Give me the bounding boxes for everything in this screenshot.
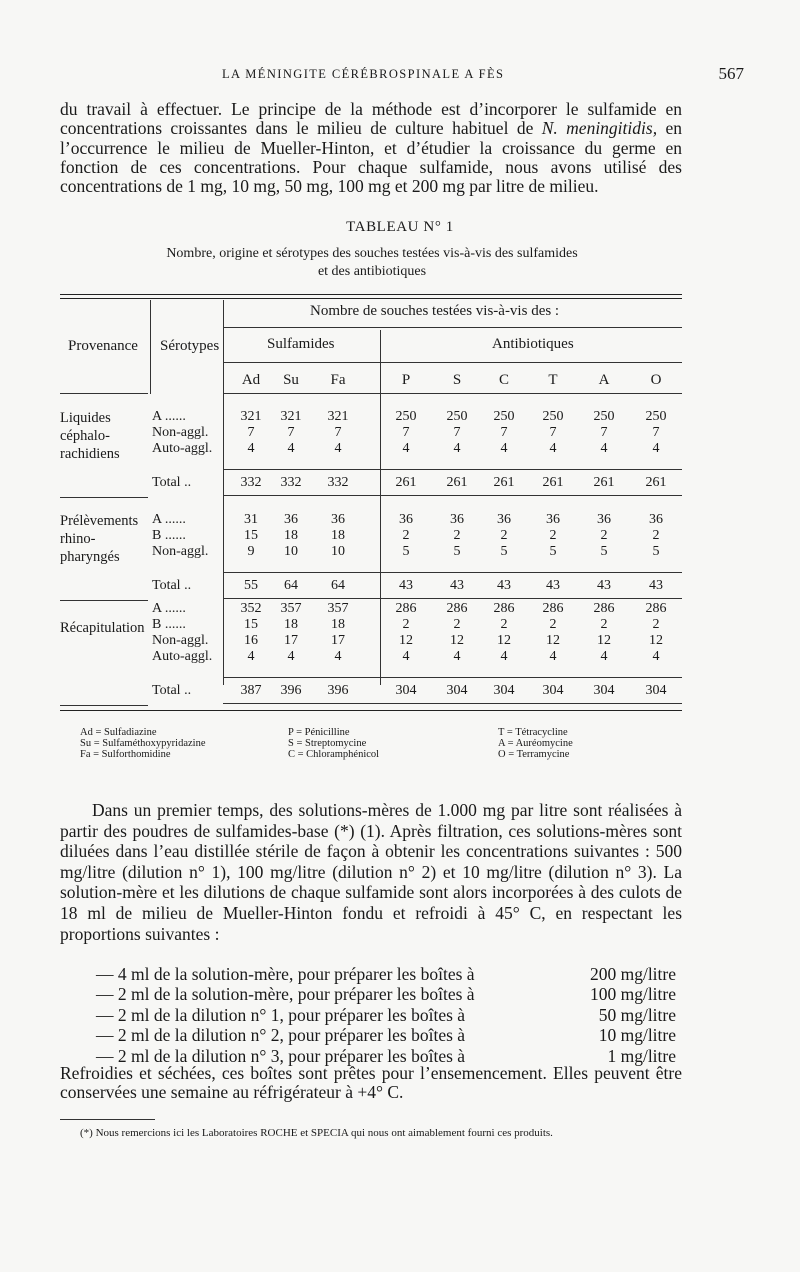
table-cell: 304 <box>395 683 417 698</box>
conclusion-paragraph: Refroidies et séchées, ces boîtes sont prêtes pour l’ensemencement. Elles peuvent être conservées une semaine au réfrigérateur à +4° C. <box>60 1063 682 1103</box>
table-cell: 4 <box>600 441 608 456</box>
rule <box>223 598 682 599</box>
total-label: Total .. <box>152 475 192 490</box>
column-header: T <box>548 372 558 388</box>
table-cell: 2 <box>402 528 410 543</box>
table-row <box>60 649 682 667</box>
serotype-label: A ...... <box>152 512 186 527</box>
dilution-text: — 2 ml de la dilution n° 1, pour préparer les boîtes à <box>96 1004 466 1025</box>
legend-entry: P = Pénicilline <box>288 727 350 738</box>
table-cell: 4 <box>500 441 508 456</box>
table-cell: 7 <box>549 425 557 440</box>
rule <box>223 495 682 496</box>
table-cell: 18 <box>331 528 345 543</box>
column-header: Ad <box>241 372 261 388</box>
methods-text: Dans un premier temps, des solutions-mères de 1.000 mg par litre sont réalisées à partir des poudres de sulfamides-base (*) (1). Après filtration, ces solutions-mères sont diluées dans l’eau distillée stérile de façon à obtenir les concentrations suivantes : 500 mg/litre (dilution n° 1), 100 mg/litre (dilution n° 2) et 10 mg/litre (dilution n° 3). La solution-mère et les dilutions de chaque sulfamide sont alors incorporées à des culots de 18 ml de milieu de Mueller-Hinton fondu et refroidi à 45° C, en respectant les proportions suivantes : <box>60 800 682 944</box>
table-cell: 261 <box>645 475 667 490</box>
serotype-label: Auto-aggl. <box>152 441 213 456</box>
dilution-item <box>96 964 676 984</box>
legend-entry: O = Terramycine <box>498 749 570 760</box>
serotype-label: B ...... <box>152 528 186 543</box>
table-cell: 5 <box>652 544 660 559</box>
table-cell: 12 <box>497 633 511 648</box>
dilution-item <box>96 1025 676 1045</box>
table-cell: 7 <box>247 425 255 440</box>
table-cell: 286 <box>542 601 564 616</box>
dilution-value: 200 mg/litre <box>589 964 676 984</box>
rule <box>223 677 682 678</box>
column-header: O <box>650 372 662 388</box>
table-cell: 5 <box>402 544 410 559</box>
rule <box>223 572 682 573</box>
intro-paragraph <box>60 100 682 196</box>
table-cell: 43 <box>450 578 464 593</box>
dilution-text: — 4 ml de la solution-mère, pour préparer les boîtes à <box>96 964 475 984</box>
serotype-label: Non-aggl. <box>152 633 209 648</box>
table-cell: 321 <box>327 409 349 424</box>
legend-col-sulfamides <box>80 727 205 760</box>
column-header: C <box>498 372 509 388</box>
table-cell: 304 <box>645 683 667 698</box>
legend-entry: S = Streptomycine <box>288 738 367 749</box>
table-cell: 2 <box>549 617 557 632</box>
table-cell: 250 <box>593 409 615 424</box>
intro-species-name: N. meningitidis, <box>541 118 658 139</box>
table-cell: 12 <box>399 633 413 648</box>
table-cell: 5 <box>549 544 557 559</box>
table-cell: 4 <box>402 441 410 456</box>
table-cell: 7 <box>334 425 342 440</box>
table-cell: 7 <box>500 425 508 440</box>
rule <box>60 393 148 394</box>
intro-text-2: en l’occurrence le milieu de Mueller-Hinton, et d’étudier la croissance du germe en fonction de ces concentrations. Pour chaque sulfamide, nous avons utilisé des concentrations de 1 mg, 10 mg, 50 mg, 100 mg et 200 mg par litre de milieu. <box>60 118 682 197</box>
table-cell: 4 <box>500 649 508 664</box>
serotype-label: Auto-aggl. <box>152 649 213 664</box>
table-cell: 12 <box>597 633 611 648</box>
table-cell: 31 <box>244 512 258 527</box>
legend-entry: A = Auréomycine <box>498 738 573 749</box>
legend-col-antibiotiques-2 <box>498 727 573 760</box>
table-cell: 304 <box>493 683 515 698</box>
table-top-rule <box>60 294 682 295</box>
rule <box>223 703 682 704</box>
table-cell: 352 <box>240 601 262 616</box>
table-cell: 2 <box>402 617 410 632</box>
running-title: LA MÉNINGITE CÉRÉBROSPINALE A FÈS <box>222 67 505 81</box>
table-cell: 2 <box>549 528 557 543</box>
provenance-line: pharyngés <box>60 549 120 565</box>
dilution-text: — 2 ml de la dilution n° 2, pour préparer les boîtes à <box>96 1025 466 1046</box>
table-top-rule-2 <box>60 298 682 299</box>
table-cell: 4 <box>549 441 557 456</box>
table-title: TABLEAU N° 1 <box>346 219 454 235</box>
legend-entry: Ad = Sulfadiazine <box>80 727 157 738</box>
table-cell: 2 <box>600 617 608 632</box>
table-cell: 321 <box>240 409 262 424</box>
col-heading-serotypes: Sérotypes <box>160 338 220 354</box>
dilution-value: 1 mg/litre <box>607 1045 676 1066</box>
column-header: Fa <box>330 372 346 388</box>
provenance-line: Récapitulation <box>60 620 145 636</box>
table-cell: 17 <box>331 633 345 648</box>
col-heading-antibiotiques: Antibiotiques <box>492 336 574 352</box>
serotype-label: B ...... <box>152 617 186 632</box>
col-heading-provenance: Provenance <box>68 338 138 354</box>
table-cell: 36 <box>284 512 298 527</box>
table-row <box>60 578 682 596</box>
table-cell: 4 <box>287 441 295 456</box>
table-cell: 36 <box>497 512 511 527</box>
table-cell: 4 <box>652 649 660 664</box>
serotype-label: A ...... <box>152 601 186 616</box>
table-cell: 357 <box>327 601 349 616</box>
table-cell: 250 <box>493 409 515 424</box>
dilution-value: 10 mg/litre <box>598 1025 676 1046</box>
provenance-line: rachidiens <box>60 446 120 462</box>
dilution-text: — 2 ml de la solution-mère, pour préparer les boîtes à <box>96 984 475 1005</box>
legend-col-antibiotiques-1 <box>288 727 379 760</box>
dilution-value: 50 mg/litre <box>598 1004 676 1025</box>
table-cell: 17 <box>284 633 298 648</box>
total-label: Total .. <box>152 683 192 698</box>
table-row <box>60 475 682 493</box>
table-cell: 7 <box>453 425 461 440</box>
legend-entry: Su = Sulfaméthoxypyridazine <box>80 738 206 749</box>
legend-entry: C = Chloramphénicol <box>288 749 380 760</box>
dilution-item <box>96 1005 676 1025</box>
table-cell: 36 <box>649 512 663 527</box>
table-cell: 12 <box>546 633 560 648</box>
table-cell: 304 <box>446 683 468 698</box>
table-cell: 64 <box>331 578 345 593</box>
rule <box>223 327 682 328</box>
provenance-line: céphalo- <box>60 428 110 444</box>
table-cell: 43 <box>399 578 413 593</box>
col-heading-sulfamides: Sulfamides <box>267 336 335 352</box>
table-cell: 2 <box>652 528 660 543</box>
rule <box>223 393 682 394</box>
table-cell: 4 <box>247 441 255 456</box>
table-cell: 321 <box>280 409 302 424</box>
table-cell: 396 <box>327 683 349 698</box>
table-cell: 286 <box>395 601 417 616</box>
table-cell: 250 <box>542 409 564 424</box>
table-cell: 15 <box>244 528 258 543</box>
column-header-row <box>60 372 682 390</box>
table-1 <box>60 290 682 715</box>
rule <box>223 362 682 363</box>
col-group-heading: Nombre de souches testées vis-à-vis des : <box>310 303 560 319</box>
table-cell: 4 <box>453 649 461 664</box>
table-cell: 55 <box>244 578 258 593</box>
table-cell: 5 <box>500 544 508 559</box>
table-cell: 396 <box>280 683 302 698</box>
table-cell: 286 <box>593 601 615 616</box>
table-cell: 36 <box>331 512 345 527</box>
serotype-label: A ...... <box>152 409 186 424</box>
table-cell: 5 <box>600 544 608 559</box>
table-cell: 250 <box>395 409 417 424</box>
column-header: P <box>401 372 411 388</box>
table-cell: 286 <box>645 601 667 616</box>
table-cell: 304 <box>542 683 564 698</box>
table-cell: 7 <box>402 425 410 440</box>
footnote: (*) Nous remercions ici les Laboratoires ROCHE et SPECIA qui nous ont aimablement fourni ces produits. <box>80 1127 553 1139</box>
table-cell: 2 <box>600 528 608 543</box>
rule <box>223 469 682 470</box>
table-cell: 261 <box>446 475 468 490</box>
table-cell: 36 <box>450 512 464 527</box>
provenance-line: rhino- <box>60 531 96 547</box>
table-cell: 387 <box>240 683 262 698</box>
rule <box>60 497 148 498</box>
dilution-text: — 2 ml de la dilution n° 3, pour préparer les boîtes à <box>96 1045 466 1066</box>
table-cell: 7 <box>287 425 295 440</box>
table-cell: 250 <box>645 409 667 424</box>
table-cell: 16 <box>244 633 258 648</box>
table-cell: 261 <box>593 475 615 490</box>
table-cell: 4 <box>453 441 461 456</box>
table-cell: 2 <box>453 528 461 543</box>
table-cell: 43 <box>597 578 611 593</box>
table-cell: 4 <box>402 649 410 664</box>
table-cell: 36 <box>597 512 611 527</box>
table-cell: 2 <box>500 528 508 543</box>
legend-entry: Fa = Sulforthomidine <box>80 749 171 760</box>
table-row <box>60 441 682 459</box>
table-cell: 43 <box>497 578 511 593</box>
legend-entry: T = Tétracycline <box>498 727 568 738</box>
table-cell: 7 <box>600 425 608 440</box>
serotype-label: Non-aggl. <box>152 425 209 440</box>
table-cell: 4 <box>334 649 342 664</box>
dilution-value: 100 mg/litre <box>589 984 676 1005</box>
column-header: Su <box>283 372 299 388</box>
table-cell: 250 <box>446 409 468 424</box>
intro-text-1: du travail à effectuer. Le principe de la méthode est d’incorporer le sulfamide en concentrations croissantes dans le milieu de culture habituel de <box>60 99 682 139</box>
total-label: Total .. <box>152 578 192 593</box>
table-cell: 304 <box>593 683 615 698</box>
table-cell: 10 <box>331 544 345 559</box>
table-row <box>60 683 682 701</box>
footnote-rule <box>60 1119 155 1120</box>
table-cell: 286 <box>493 601 515 616</box>
table-cell: 43 <box>546 578 560 593</box>
table-cell: 9 <box>247 544 255 559</box>
methods-paragraph <box>60 800 682 944</box>
column-header: A <box>598 372 610 388</box>
column-header: S <box>452 372 462 388</box>
provenance-line: Liquides <box>60 410 111 426</box>
serotype-label: Non-aggl. <box>152 544 209 559</box>
table-caption <box>0 245 744 281</box>
page-number: 567 <box>718 64 744 83</box>
table-cell: 332 <box>280 475 302 490</box>
table-cell: 286 <box>446 601 468 616</box>
dilution-item <box>96 984 676 1004</box>
table-cell: 4 <box>549 649 557 664</box>
table-cell: 332 <box>327 475 349 490</box>
table-cell: 4 <box>652 441 660 456</box>
table-cell: 64 <box>284 578 298 593</box>
table-cell: 7 <box>652 425 660 440</box>
table-cell: 261 <box>542 475 564 490</box>
table-cell: 261 <box>395 475 417 490</box>
table-cell: 2 <box>652 617 660 632</box>
table-cell: 2 <box>453 617 461 632</box>
table-cell: 4 <box>600 649 608 664</box>
table-cell: 36 <box>546 512 560 527</box>
page-header <box>60 64 744 88</box>
table-cell: 4 <box>334 441 342 456</box>
caption-line: Nombre, origine et sérotypes des souches testées vis-à-vis des sulfamides <box>166 246 578 261</box>
table-row <box>60 544 682 562</box>
table-cell: 2 <box>500 617 508 632</box>
table-cell: 36 <box>399 512 413 527</box>
table-cell: 18 <box>284 617 298 632</box>
table-cell: 12 <box>649 633 663 648</box>
table-cell: 4 <box>287 649 295 664</box>
table-cell: 43 <box>649 578 663 593</box>
table-cell: 332 <box>240 475 262 490</box>
table-cell: 5 <box>453 544 461 559</box>
table-cell: 18 <box>284 528 298 543</box>
table-cell: 18 <box>331 617 345 632</box>
table-cell: 10 <box>284 544 298 559</box>
caption-line: et des antibiotiques <box>317 264 427 279</box>
provenance-line: Prélèvements <box>60 513 139 529</box>
table-cell: 15 <box>244 617 258 632</box>
table-cell: 261 <box>493 475 515 490</box>
table-cell: 12 <box>450 633 464 648</box>
table-cell: 4 <box>247 649 255 664</box>
rule <box>60 705 148 706</box>
table-cell: 357 <box>280 601 302 616</box>
table-bottom-rule <box>60 710 682 711</box>
